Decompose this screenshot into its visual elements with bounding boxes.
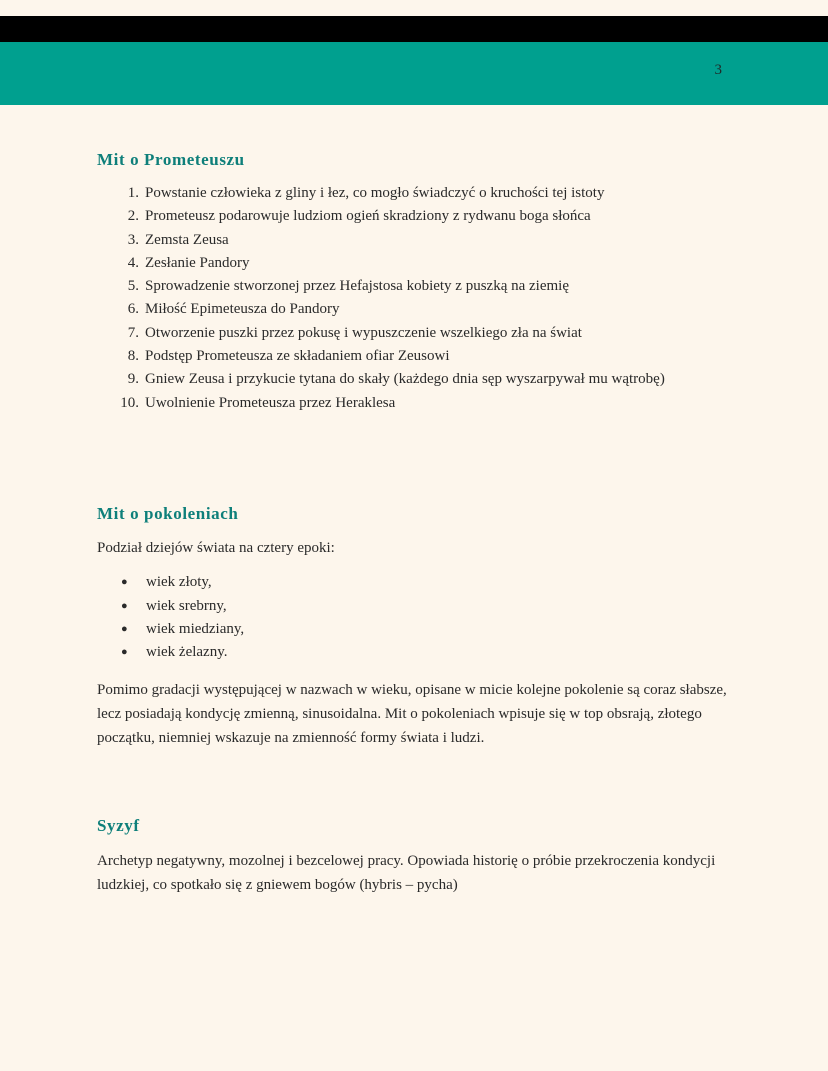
list-item-text: Podstęp Prometeusza ze składaniem ofiar Zeusowi: [145, 348, 450, 365]
list-item: [97, 205, 737, 228]
list-item: [97, 392, 737, 415]
list-item-text: Gniew Zeusa i przykucie tytana do skały (każdego dnia sęp wyszarpywał mu wątrobę): [145, 371, 665, 388]
pokolenia-paragraph: Pomimo gradacji występującej w nazwach w wieku, opisane w micie kolejne pokolenie są coraz słabsze, lecz posiadają kondycję zmienną, sinusoidalna. Mit o pokoleniach wpisuje się w top obsrają, złotego początku, niemniej wskazuje na zmienność formy świata i ludzi.: [97, 682, 727, 747]
list-item-number: 8.: [127, 348, 139, 365]
bullet-icon: ●: [121, 646, 128, 659]
list-item-number: 1.: [127, 185, 139, 201]
list-item-number: 6.: [127, 301, 139, 318]
page-number: 3: [714, 62, 722, 78]
list-item-text: wiek złoty,: [146, 574, 212, 591]
list-item-text: Otworzenie puszki przez pokusę i wypuszczenie wszelkiego zła na świat: [145, 324, 582, 341]
list-item-text: Prometeusz podarowuje ludziom ogień skradziony z rydwanu boga słońca: [145, 208, 591, 225]
list-item: [97, 252, 737, 275]
list-item-number: 5.: [127, 278, 139, 295]
bullet-icon: ●: [121, 599, 128, 612]
list-item-text: wiek żelazny.: [146, 644, 228, 661]
syzyf-paragraph: Archetyp negatywny, mozolnej i bezcelowej pracy. Opowiada historię o próbie przekroczenia kondycji ludzkiej, co spotkało się z gniewem bogów (hybris – pycha): [97, 853, 716, 893]
prometeusz-list: [97, 182, 737, 415]
list-item: [97, 298, 737, 321]
list-item-text: wiek srebrny,: [146, 597, 227, 614]
list-item: [97, 182, 737, 205]
list-item: [97, 229, 737, 252]
list-item: [97, 641, 737, 664]
list-item-text: Zesłanie Pandory: [145, 254, 250, 271]
section-title-prometeusz: Mit o Prometeuszu: [97, 150, 245, 169]
section-pokolenia: [97, 504, 737, 750]
header-black-band: [0, 16, 828, 42]
list-item: [97, 275, 737, 298]
list-item: [97, 322, 737, 345]
section-prometeusz: [97, 150, 737, 415]
list-item: [97, 345, 737, 368]
section-title-syzyf: Syzyf: [97, 816, 140, 835]
list-item-number: 7.: [127, 324, 139, 341]
header-teal-band: [0, 42, 828, 105]
list-item: [97, 368, 737, 391]
section-title-pokolenia: Mit o pokoleniach: [97, 504, 239, 523]
list-item-text: wiek miedziany,: [146, 620, 245, 637]
list-item-text: Powstanie człowieka z gliny i łez, co mogło świadczyć o kruchości tej istoty: [145, 185, 605, 201]
pokolenia-list: [97, 571, 737, 664]
list-item-number: 9.: [127, 371, 139, 388]
pokolenia-intro: Podział dziejów świata na cztery epoki:: [97, 540, 335, 556]
list-item: [97, 571, 737, 594]
list-item-number: 10.: [120, 394, 139, 411]
list-item-text: Sprowadzenie stworzonej przez Hefajstosa kobiety z puszką na ziemię: [145, 278, 569, 295]
list-item: [97, 618, 737, 641]
list-item-number: 2.: [127, 208, 139, 225]
section-syzyf: [97, 816, 737, 897]
list-item-text: Zemsta Zeusa: [145, 231, 229, 248]
list-item-number: 4.: [127, 254, 139, 271]
bullet-icon: ●: [121, 622, 128, 635]
list-item-number: 3.: [127, 231, 139, 248]
list-item: [97, 595, 737, 618]
bullet-icon: ●: [121, 576, 128, 589]
list-item-text: Miłość Epimeteusza do Pandory: [145, 301, 340, 318]
list-item-text: Uwolnienie Prometeusza przez Heraklesa: [145, 394, 396, 411]
